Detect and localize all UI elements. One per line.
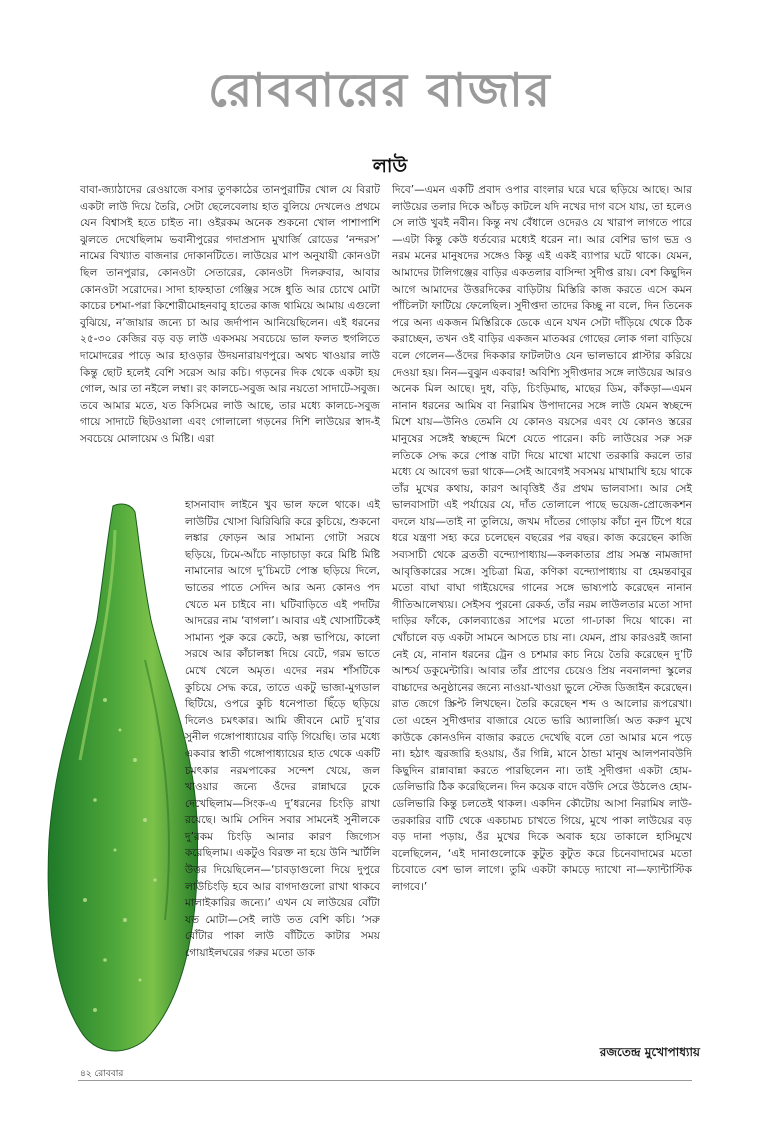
article-left-top (80, 182, 380, 448)
article-right (392, 182, 692, 896)
section-title: লাউ (372, 155, 408, 177)
page-footer: ৪২ রোববার (80, 1069, 124, 1079)
article-paragraph-right: দিবে’—এমন একটি প্রবাদ ওপার বাংলার ঘরে ঘরে ছড়িয়ে আছে। আর লাউয়ের তলার দিকে আঁচড় কাটলে যদি নখের দাগ বসে যায়, তা হলেও সে লাউ খুবই নবীন। কিন্তু নখ বেঁধালে ওদেরও যে খারাপ লাগতে পারে—এটা কিন্তু কেউ ধর্তব্যের মধ্যেই ধরেন না। আর বেশির ভাগ ভদ্র ও নরম মনের মানুষদের সঙ্গেও কিন্তু এই একই ব্যাপার ঘটে থাকে। যেমন, আমাদের টালিগঞ্জের বাড়ির একতলার বাসিন্দা সুদীপ্ত রায়। বেশ কিছুদিন আগে আমাদের উত্তরদিকের বাড়িটায় মিস্তিরি কাজ করতে এসে কমন পাঁচিলটা ফাটিয়ে ফেলেছিল। সুদীপ্তদা তাদের কিচ্ছু না বলে, দিন তিনেক পরে অন্য একজন মিস্তিরিকে ডেকে এনে যখন সেটা দাঁড়িয়ে থেকে ঠিক করাচ্ছেন, তখন ওই বাড়ির একজন মাতব্বর গোছের লোক গলা বাড়িয়ে বলে গেলেন—ওঁদের দিককার ফাটলটাও যেন ভালভাবে প্লাস্টার করিয়ে দেওয়া হয়। নিন—বুঝুন একবার! অবিশ্যি সুদীপ্তদার সঙ্গে লাউয়ের আরও অনেক মিল আছে। দুধ, বড়ি, চিংড়িমাছ, মাছের ডিম, কাঁকড়া—এমন নানান ধরনের আমিষ বা নিরামিষ উপাদানের সঙ্গে লাউ যেমন স্বচ্ছন্দে মিশে যায়—উনিও তেমনি যে কোনও বয়সের এবং যে কোনও স্তরের মানুষের সঙ্গেই স্বচ্ছন্দে মিশে যেতে পারেন। কচি লাউয়ের সরু সরু লতিকে সেদ্ধ করে পোস্ত বাটা দিয়ে মাখো মাখো তরকারি করলে তার মধ্যে যে আবেগ ভরা থাকে—সেই আবেগই সবসময় মাখামাখি হয়ে থাকে তাঁর মুখের কথায়, কারণ আবৃত্তিই ওঁর প্রথম ভালবাসা। আর সেই ভালবাসাটা এই পর্যায়ের যে, দাঁত তোলালে পাছে ভয়েজ-প্রোজেকশন বদলে যায়—তাই না তুলিয়ে, জখম দাঁতের গোড়ায় কাঁচা নুন টিপে ধরে ধরে যন্ত্রণা সহ্য করে চলেছেন বছরের পর বছর। কাজ করেছেন কাজি সব্যসাচী থেকে ব্রততী বন্দ্যোপাধ্যায়—কলকাতার প্রায় সমস্ত নামজাদা আবৃত্তিকারের সঙ্গে। সুচিত্রা মিত্র, কণিকা বন্দ্যোপাধ্যায় বা হেমন্তবাবুর মতো বাঘা বাঘা গাইয়েদের গানের সঙ্গে ভাষ্যপাঠ করেছেন নানান গীতিআলেখ্যয়। সেইসব পুরনো রেকর্ড, তাঁর নরম লাউলতার মতো সাদা দাড়ির ফাঁকে, কোলব্যাঙের সাপের মতো গা-ঢাকা দিয়ে থাকে। না খোঁচালে বড় একটা সামনে আসতে চায় না। যেমন, প্রায় কারওরই জানা নেই যে, নানান ধরনের ট্রেন ও চশমার কাচ নিয়ে তৈরি করেছেন দু’টি আশ্চর্য ডকুমেন্টারি। আবার তাঁর প্রাণের চেয়েও প্রিয় নবনালন্দা স্কুলের বাচ্চাদের অনুষ্ঠানের জন্যে নাওয়া-খাওয়া ভুলে স্টেজ ডিজাইন করেছেন। রাত জেগে স্ক্রিপ্ট লিখছেন। তৈরি করেছেন শব্দ ও আলোর রূপরেখা। তো এহেন সুদীপ্তদার বাজারে যেতে ভারি অ্যালার্জি। অত করুণ মুখে কাউকে কোনওদিন বাজার করতে দেখেছি বলে তো আমার মনে পড়ে না। হঠাৎ জ্বরজারি হওয়ায়, ওঁর গিন্নি, মানে ঠান্ডা মানুষ আলপনাবউদি কিছুদিন রান্নাবান্না করতে পারছিলেন না। তাই সুদীপ্তদা একটা হোম-ডেলিভারি ঠিক করেছিলেন। দিন কয়েক বাদে বউদি সেরে উঠলেও হোম-ডেলিভারি কিন্তু চলতেই থাকল। একদিন কৌটোয় আসা নিরামিষ লাউ-তরকারির বাটি থেকে একচামচ চাখতে গিয়ে, মুখে পাকা লাউয়ের বড় বড় দানা পড়ায়, ওঁর মুখের দিকে অবাক হয়ে তাকালে হাসিমুখে বলেছিলেন, ‘এই দানাগুলোকে কুটুত কুটুত করে চিনেবাদামের মতো চিবোতে বেশ ভাল লাগে। তুমি একটা কামড়ে দ্যাখো না—ফ্যান্টাস্টিক লাগবে।’ (392, 184, 692, 893)
article-paragraph-left-wrap: হাসনাবাদ লাইনে খুব ভাল ফলে থাকে। এই লাউটির খোসা ঝিরিঝিরি করে কুচিয়ে, শুকনো লঙ্কার ফোড়ন আর সামান্য গোটা সরষে ছড়িয়ে, ঢিমে-আঁচে নাড়াচাড়া করে মিষ্টি মিষ্টি নামানোর আগে দু’চিমটে পোস্ত ছড়িয়ে দিলে, ভাতের পাতে সেদিন আর অন্য কোনও পদ খেতে মন চাইবে না। ঘটিবাড়িতে এই পদটির আদরের নাম ‘বাগলা’। আবার এই খোসাটিকেই সামান্য পুরু করে কেটে, অল্প ভাপিয়ে, কালো সরষে আর কাঁচালঙ্কা দিয়ে বেটে, গরম ভাতে মেখে খেলে অমৃত। এদের নরম শাঁসটিকে কুচিয়ে সেদ্ধ করে, তাতে একটু ভাজা-মুগডাল ছিটিয়ে, ওপরে কুচি ধনেপাতা ছিঁড়ে ছড়িয়ে দিলেও চমৎকার। আমি জীবনে মোট দু’বার সুনীল গঙ্গোপাধ্যায়ের বাড়ি গিয়েছি। তার মধ্যে একবার স্বাতী গঙ্গোপাধ্যায়ের হাত থেকে একটি চমৎকার নরমপাকের সন্দেশ খেয়ে, জল খাওয়ার জন্যে ওঁদের রান্নাঘরে ঢুকে দেখেছিলাম—সিংক-এ দু’ধরনের চিংড়ি রাখা রয়েছে। আমি সেদিন সবার সামনেই সুনীলকে দু’রকম চিংড়ি আনার কারণ জিগ্যেস করেছিলাম। একটুও বিরক্ত না হয়ে উনি স্মার্টলি উত্তর দিয়েছিলেন—‘চাবড়াগুলো দিয়ে দুপুরে লাউচিংড়ি হবে আর বাগদাগুলো রাখা থাকবে মালাইকারির জন্যে।’ এখন যে লাউয়ের বোঁটা যত মোটা—সেই লাউ তত বেশি কচি। ‘সরু বোঁটার পাকা লাউ বাঁটিতে কাটার সময় গোয়াইলঘরের গরুর মতো ডাক (185, 499, 380, 960)
article-paragraph-left-top: বাবা-জ্যাঠাদের রেওয়াজে বসার তুণকাঠের তানপুরাটির খোল যে বিরাট একটা লাউ দিয়ে তৈরি, সেটা ছেলেবেলায় হাত বুলিয়ে দেখলেও প্রথমে যেন বিশ্বাসই হতে চাইত না। ওইরকম অনেক শুকনো খোল পাশাপাশি ঝুলতে দেখেছিলাম ভবানীপুরের গদাপ্রসাদ মুখার্জি রোডের ‘নন্দরস’ নামের বিখ্যাত বাজনার দোকানটিতে। লাউয়ের মাপ অনুযায়ী কোনওটা ছিল তানপুরার, কোনওটা সেতারের, কোনওটা দিলরুবার, আবার কোনওটা সরোদের। সাদা হাফহাতা গেঞ্জির সঙ্গে ধুতি আর চোখে মোটা কাচের চশমা-পরা কিশোরীমোহনবাবু হাতের কাজ থামিয়ে আমায় এগুলো বুঝিয়ে, ন’জায়ার জন্যে চা আর জর্দাপান আনিয়েছিলেন। এই ধরনের ২৫-৩০ কেজির বড় বড় লাউ একসময় সবচেয়ে ভাল ফলত হুগলিতে দামোদরের পাড়ে আর হাওড়ার উদয়নারায়ণপুরে। অথচ খাওয়ার লাউ কিন্তু ছোট হলেই বেশি সরেস আর কচি। গড়নের দিক থেকে একটা হয় গোল, আর তা নইলে লম্বা। রং কালচে-সবুজ আর নয়তো সাদাটে-সবুজ। তবে আমার মতে, যত কিসিমের লাউ আছে, তার মধ্যে কালচে-সবুজ গায়ে সাদাটে ছিটওয়ালা এবং গোলালো গড়নের দিশি লাউয়ের স্বাদ-ই সবচেয়ে মোলায়েম ও মিষ্টি। এরা (80, 184, 380, 445)
masthead-title: রোববারের বাজার (208, 63, 552, 117)
author-byline: রজতেন্দ্র মুখোপাধ্যায় (599, 1045, 700, 1059)
article-left-wrap (185, 497, 380, 962)
footer-rule (78, 1080, 692, 1081)
masthead (200, 55, 560, 125)
